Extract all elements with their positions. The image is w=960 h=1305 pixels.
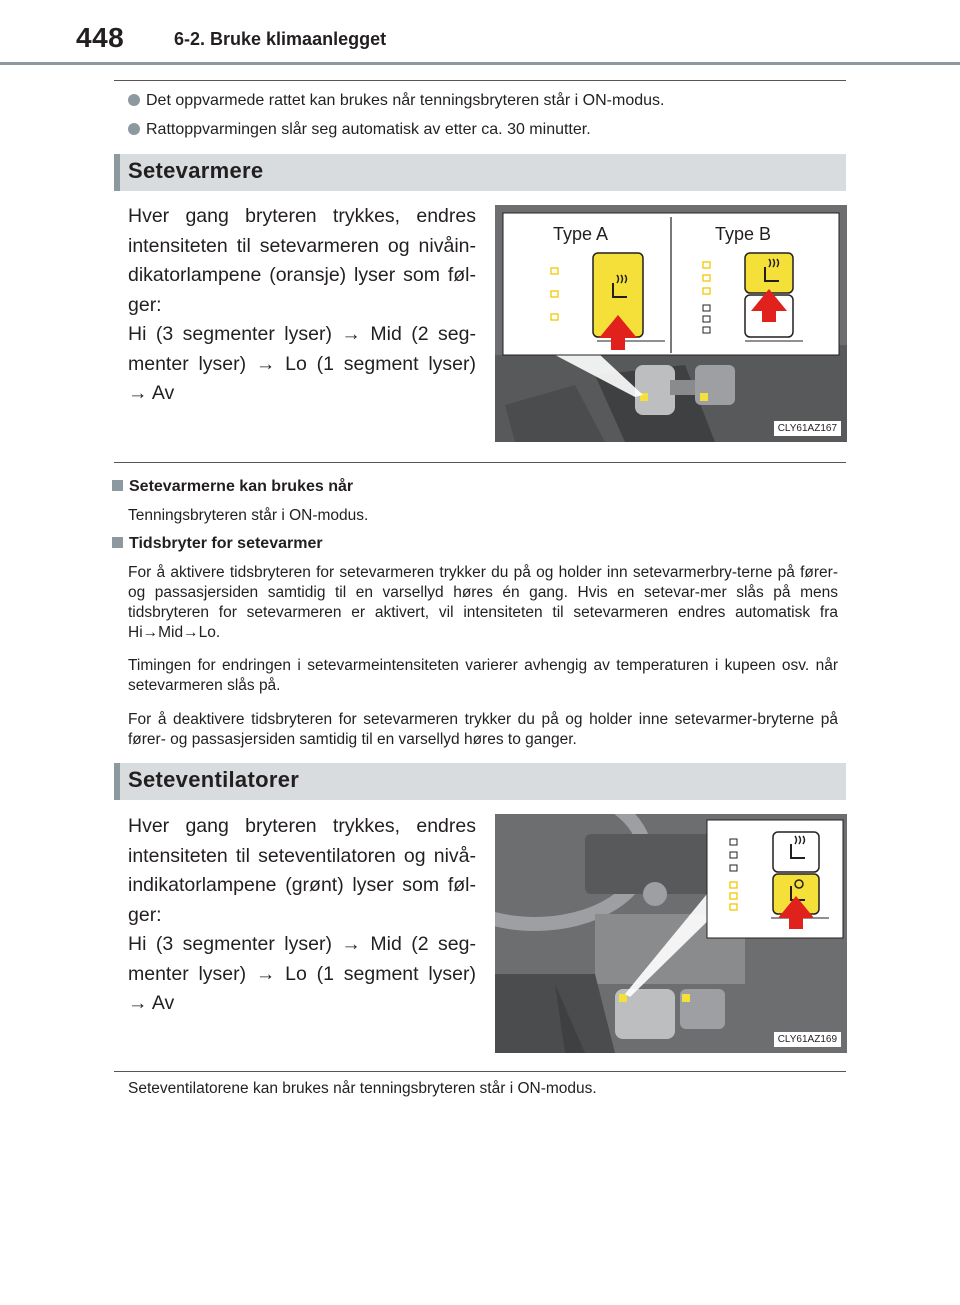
body-line: Hi (3 segmenter lyser) → Mid (2 seg- (128, 323, 476, 345)
paragraph: For å deaktivere tidsbryteren for setevarmeren trykker du på og holder inne setevarmer-bryterne på fører- og passasjersiden samtidig til en varsellyd høres to ganger. (128, 711, 838, 748)
sub-heading-text: Setevarmerne kan brukes når (129, 478, 354, 495)
seat-ventilator-figure (495, 814, 847, 1053)
square-bullet-icon (112, 537, 123, 548)
section-title: Setevarmere (128, 158, 264, 183)
body-line: Hver gang bryteren trykkes, endres (128, 815, 476, 837)
sub-heading (112, 478, 353, 496)
body-line: ger: (128, 293, 162, 316)
sub-heading-text: Tidsbryter for setevarmer (129, 535, 323, 552)
page-number: 448 (76, 22, 125, 53)
note-text: Rattoppvarmingen slår seg automatisk av etter ca. 30 minutter. (146, 121, 591, 138)
divider (114, 80, 846, 81)
body-line: Hver gang bryteren trykkes, endres (128, 205, 476, 227)
body-line: menter lyser) → Lo (1 segment lyser) (128, 352, 476, 375)
section-heading-seat-heaters (114, 154, 846, 191)
body-line: → Av (128, 382, 175, 404)
header-rule (0, 62, 960, 65)
type-b-label: Type B (715, 224, 772, 244)
note-text: Det oppvarmede rattet kan brukes når tenningsbryteren står i ON-modus. (146, 92, 665, 109)
note-item (128, 121, 591, 139)
seat-ventilators-body (128, 812, 476, 1019)
seat-heater-illustration (495, 205, 847, 442)
note-item (128, 92, 664, 110)
seat-ventilator-illustration (495, 814, 847, 1053)
body-line: indikatorlampene (grønt) lyser som føl- (128, 874, 476, 896)
body-line: Hi (3 segmenter lyser) → Mid (2 seg- (128, 933, 476, 955)
body-line: dikatorlampene (oransje) lyser som føl- (128, 264, 476, 286)
body-line: intensiteten til setevarmeren og nivåin- (128, 234, 476, 257)
figure-code: CLY61AZ169 (774, 1032, 841, 1047)
body-line: ger: (128, 903, 162, 926)
paragraph: For å aktivere tidsbryteren for setevarmeren trykker du på og holder inn setevarmerbry-terne på fører- og passasjersiden samtidig til en varsellyd høres én gang. Hvis en setevar-mer slås på mens tidsbryteren for setevarmeren er aktivert, vil intensiteten til setevarmeren endres automatisk fra Hi→Mid→Lo. (128, 564, 838, 641)
figure-code: CLY61AZ167 (774, 421, 841, 436)
bullet-icon (128, 94, 140, 106)
square-bullet-icon (112, 480, 123, 491)
chapter-title: 6-2. Bruke klimaanlegget (174, 29, 387, 49)
body-line: menter lyser) → Lo (1 segment lyser) (128, 962, 476, 985)
divider (114, 1071, 846, 1072)
body-line: intensiteten til seteventilatoren og nivå- (128, 844, 476, 867)
body-line: → Av (128, 992, 175, 1014)
seat-heaters-body (128, 202, 476, 409)
divider (114, 462, 846, 463)
section-title: Seteventilatorer (128, 767, 300, 792)
seat-heater-figure (495, 205, 847, 442)
type-a-label: Type A (553, 224, 609, 244)
section-heading-seat-ventilators (114, 763, 846, 800)
bullet-icon (128, 123, 140, 135)
sub-heading (112, 535, 323, 553)
paragraph: Tenningsbryteren står i ON-modus. (128, 507, 369, 524)
paragraph: Seteventilatorene kan brukes når tenningsbryteren står i ON-modus. (128, 1080, 597, 1097)
paragraph: Timingen for endringen i setevarmeintensiteten varierer avhengig av temperaturen i kupeen osv. når setevarmeren slås på. (128, 657, 838, 694)
